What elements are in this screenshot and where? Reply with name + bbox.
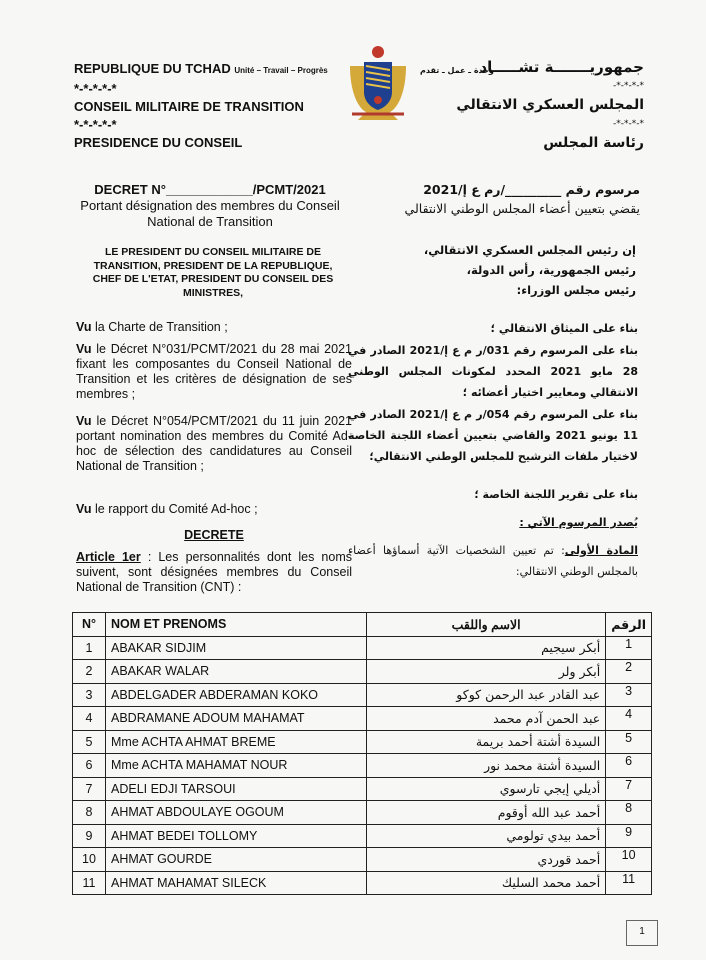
bina-paragraph: بناء على المرسوم رقم 054/ر م ع إ/2021 الصادر في 11 يونيو 2021 والقاضي بتعيين أعضاء اللجنة الخاصة لاختيار ملفات الترشيح للمجلس الوطني الانتقالي؛ <box>348 408 638 463</box>
decree-title-ar: مرسوم رقم _________/رم ع إ/2021 <box>423 182 640 197</box>
vu-text: le Décret N°054/PCMT/2021 du 11 juin 2021 portant nomination des membres du Comité Ad-hoc de sélection des candidatures au Conseil National de Transition ; <box>76 414 352 473</box>
president-line: رئيس مجلس الوزراء: <box>516 283 636 297</box>
table-row <box>73 707 652 731</box>
row-number-ar: 5 <box>606 730 652 754</box>
president-line: رئيس الجمهورية، رأس الدولة، <box>466 263 636 277</box>
vu-text: le rapport du Comité Ad-hoc ; <box>91 502 258 516</box>
row-number: 4 <box>73 707 106 731</box>
member-name-ar: السيدة أشتة أحمد بريمة <box>367 730 606 754</box>
member-name-ar: السيدة أشتة محمد نور <box>367 754 606 778</box>
table-row <box>73 754 652 778</box>
member-name-ar: أحمد بيدي تولومي <box>367 824 606 848</box>
country-name-ar: جمهوريـــــــة تشـــــاد <box>479 58 644 76</box>
member-name: ABAKAR WALAR <box>106 660 367 684</box>
president-title: LE PRESIDENT DU CONSEIL MILITAIRE DE TRANSITION, PRESIDENT DE LA REPUBLIQUE, CHEF DE L'ETAT, PRESIDENT DU CONSEIL DES MINISTRES, <box>92 246 334 299</box>
row-number: 1 <box>73 636 106 660</box>
member-name-ar: أحمد قوردي <box>367 848 606 872</box>
bina-paragraph: بناء على الميثاق الانتقالي ؛ <box>490 322 638 335</box>
president-line: إن رئيس المجلس العسكري الانتقالي، <box>423 243 636 257</box>
table-row <box>73 801 652 825</box>
header-right <box>424 58 644 153</box>
article-head: Article 1er <box>76 550 141 564</box>
vu-word: Vu <box>76 342 92 356</box>
table-row <box>73 683 652 707</box>
vu-text: le Décret N°031/PCMT/2021 du 28 mai 2021 fixant les composantes du Conseil National de Transition et les critères de désignation de ses membres ; <box>76 342 352 401</box>
article-1 <box>76 550 352 595</box>
row-number-ar: 3 <box>606 683 652 707</box>
vu-text: la Charte de Transition ; <box>91 320 228 334</box>
decree-subtitle: Portant désignation des membres du Conseil National de Transition <box>80 198 340 229</box>
row-number-ar: 4 <box>606 707 652 731</box>
council-name: CONSEIL MILITAIRE DE TRANSITION <box>74 99 304 114</box>
member-name: Mme ACHTA AHMAT BREME <box>106 730 367 754</box>
member-name-ar: أحمد عبد الله أوقوم <box>367 801 606 825</box>
table-row <box>73 871 652 895</box>
member-name: AHMAT MAHAMAT SILECK <box>106 871 367 895</box>
member-name: ABDELGADER ABDERAMAN KOKO <box>106 683 367 707</box>
row-number-ar: 8 <box>606 801 652 825</box>
president-title-ar <box>376 240 636 300</box>
member-name-ar: عبد القادر عبد الرحمن كوكو <box>367 683 606 707</box>
vu-paragraph <box>76 320 352 335</box>
row-number: 11 <box>73 871 106 895</box>
col-number-ar: الرقم <box>606 613 652 637</box>
bina-paragraph: بناء على تقرير اللجنة الخاصة ؛ <box>474 488 638 501</box>
decree-title: DECRET N°____________/PCMT/2021 <box>94 182 326 197</box>
separator: *-*-*-*-* <box>74 81 117 96</box>
table-row <box>73 730 652 754</box>
vu-word: Vu <box>76 414 92 428</box>
table-row <box>73 848 652 872</box>
decree-title-block <box>80 182 340 230</box>
motto-ar: وحدة ـ عمل ـ تقدم <box>420 66 494 75</box>
row-number-ar: 2 <box>606 660 652 684</box>
row-number: 7 <box>73 777 106 801</box>
article-text-ar: : تم تعيين الشخصيات الآتية أسماؤها أعضاء بالمجلس الوطني الانتقالي: <box>348 544 638 578</box>
table-row <box>73 660 652 684</box>
member-name: AHMAT ABDOULAYE OGOUM <box>106 801 367 825</box>
vu-paragraph <box>76 342 352 402</box>
row-number: 6 <box>73 754 106 778</box>
row-number: 10 <box>73 848 106 872</box>
row-number-ar: 11 <box>606 871 652 895</box>
vu-paragraph <box>76 414 352 474</box>
row-number-ar: 7 <box>606 777 652 801</box>
row-number: 9 <box>73 824 106 848</box>
col-name: NOM ET PRENOMS <box>106 613 367 637</box>
separator: *-*-*-*-* <box>74 117 117 132</box>
page-number: 1 <box>626 920 658 946</box>
separator-ar: *-*-*-*- <box>613 81 644 91</box>
presidency-name: PRESIDENCE DU CONSEIL <box>74 135 243 150</box>
member-name-ar: عبد الحمن آدم محمد <box>367 707 606 731</box>
member-name-ar: أحمد محمد السليك <box>367 871 606 895</box>
row-number-ar: 6 <box>606 754 652 778</box>
col-number: N° <box>73 613 106 637</box>
council-name-ar: المجلس العسكري الانتقالي <box>456 97 644 113</box>
motto-fr: Unité – Travail – Progrès <box>234 66 328 75</box>
member-name: ADELI EDJI TARSOUI <box>106 777 367 801</box>
members-table <box>72 612 652 895</box>
table-header <box>73 613 652 637</box>
table-row <box>73 824 652 848</box>
decree-title-block-ar <box>370 180 640 218</box>
vu-paragraph <box>76 502 352 517</box>
bina-paragraph: بناء على المرسوم رقم 031/ر م ع إ/2021 الصادر في 28 مايو 2021 المحدد لمكونات المجلس الوطني الانتقالي ومعايير اختيار أعضائه ؛ <box>348 344 638 399</box>
row-number-ar: 1 <box>606 636 652 660</box>
country-name: REPUBLIQUE DU TCHAD <box>74 61 231 76</box>
table-row <box>73 636 652 660</box>
member-name: AHMAT GOURDE <box>106 848 367 872</box>
article-1-ar <box>348 540 638 582</box>
row-number-ar: 9 <box>606 824 652 848</box>
col-name-ar: الاسم واللقب <box>367 613 606 637</box>
article-head-ar: المادة الأولى <box>564 544 638 557</box>
row-number: 2 <box>73 660 106 684</box>
row-number-ar: 10 <box>606 848 652 872</box>
row-number: 5 <box>73 730 106 754</box>
vu-word: Vu <box>76 502 92 516</box>
decrete-heading: DECRETE <box>184 528 244 542</box>
coat-of-arms-icon <box>344 40 412 124</box>
member-name: Mme ACHTA MAHAMAT NOUR <box>106 754 367 778</box>
member-name-ar: أبكر ولر <box>367 660 606 684</box>
presidency-name-ar: رئاسة المجلس <box>543 135 644 151</box>
vu-word: Vu <box>76 320 92 334</box>
article-text: : Les personnalités dont les noms suivent, sont désignées membres du Conseil National de Transition (CNT) : <box>76 550 352 594</box>
member-name: AHMAT BEDEI TOLLOMY <box>106 824 367 848</box>
member-name: ABAKAR SIDJIM <box>106 636 367 660</box>
row-number: 8 <box>73 801 106 825</box>
member-name-ar: أديلي إيجي تارسوي <box>367 777 606 801</box>
header-left <box>74 60 374 152</box>
member-name-ar: أبكر سيجيم <box>367 636 606 660</box>
decree-issue-ar: يُصدر المرسوم الآتي : <box>519 516 638 529</box>
separator-ar: *-*-*-*- <box>613 119 644 129</box>
member-name: ABDRAMANE ADOUM MAHAMAT <box>106 707 367 731</box>
decree-subtitle-ar: يقضي بتعيين أعضاء المجلس الوطني الانتقالي <box>404 201 640 216</box>
table-row <box>73 777 652 801</box>
row-number: 3 <box>73 683 106 707</box>
